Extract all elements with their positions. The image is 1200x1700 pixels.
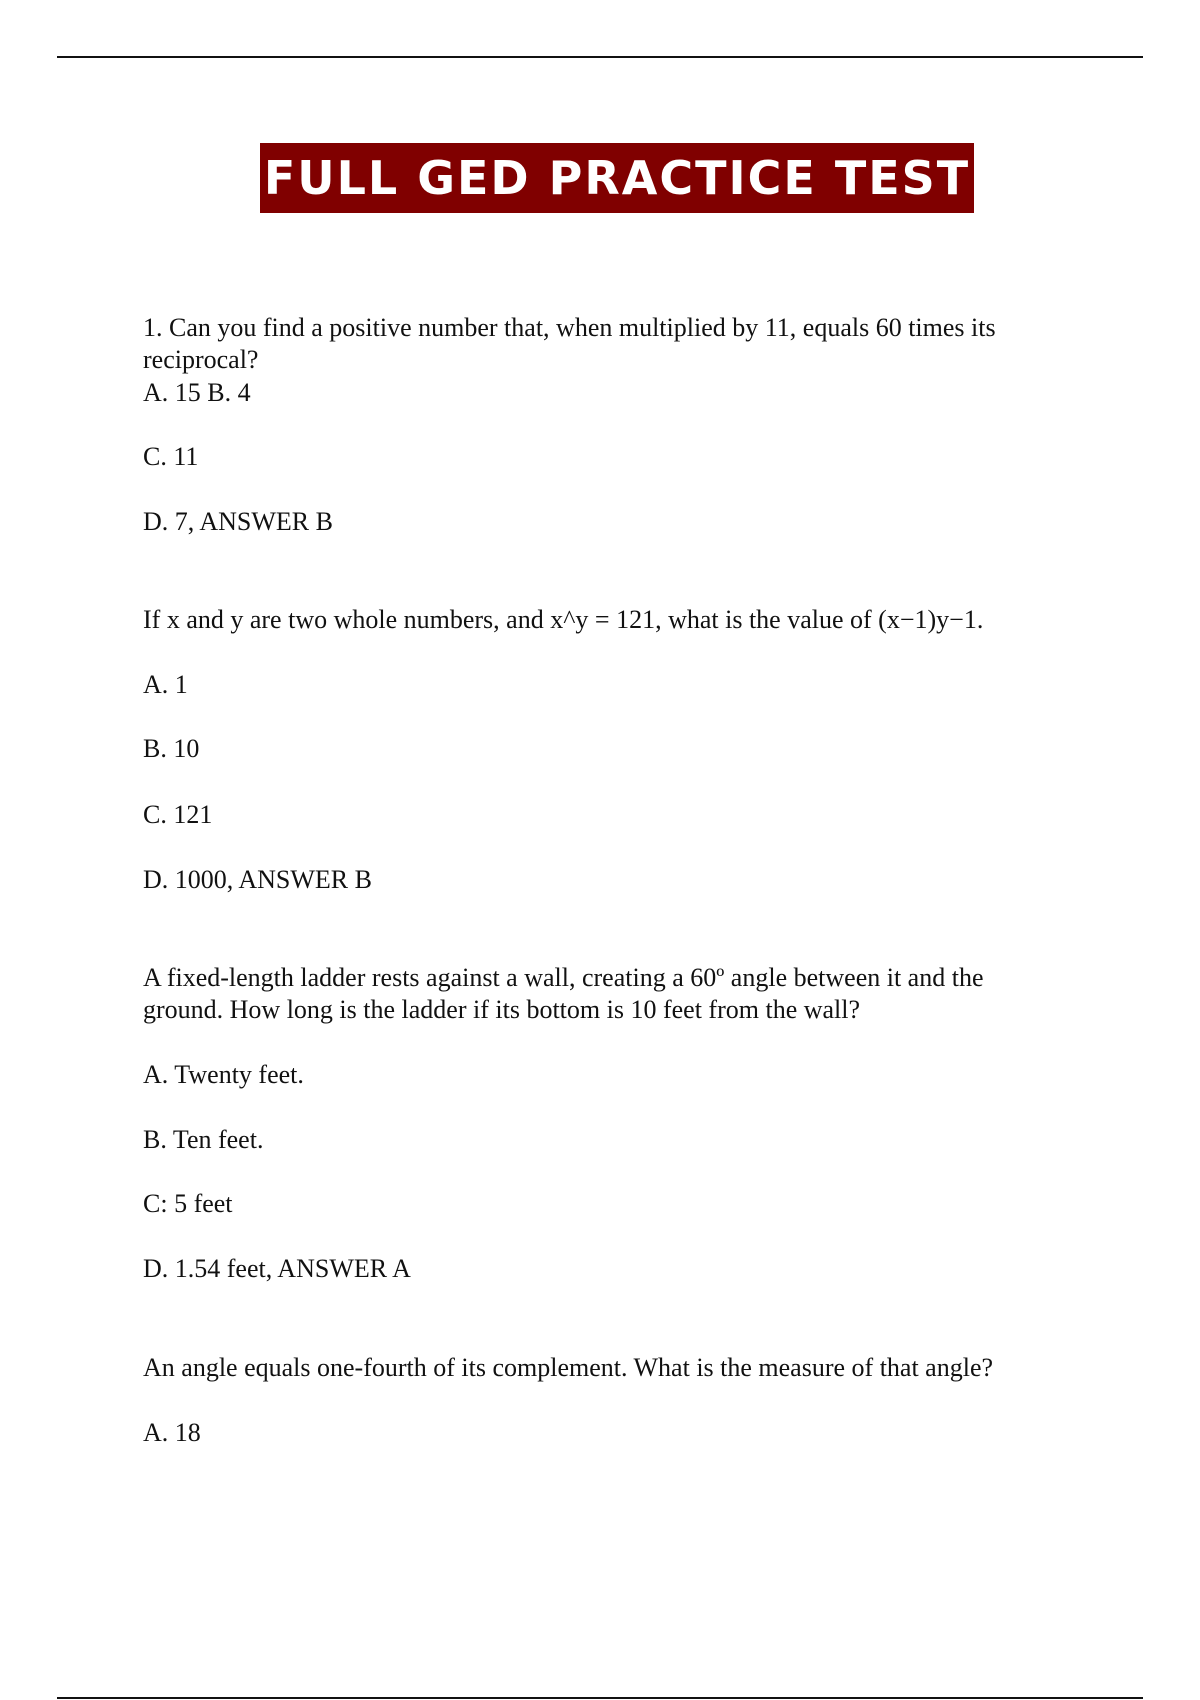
question-4-option-a: A. 18	[143, 1418, 201, 1447]
question-4-stem-line-1: An angle equals one-fourth of its complement. What is the measure of that angle?	[143, 1353, 994, 1382]
question-3-option-c: C: 5 feet	[143, 1189, 233, 1218]
question-2-option-a: A. 1	[143, 670, 188, 699]
question-1-stem-line-2: reciprocal?	[143, 345, 259, 374]
question-2-stem-line-1: If x and y are two whole numbers, and x^y = 121, what is the value of (x−1)y−1.	[143, 605, 984, 634]
question-1-stem-line-1: 1. Can you find a positive number that, when multiplied by 11, equals 60 times its	[143, 313, 996, 342]
question-3-option-d: D. 1.54 feet, ANSWER A	[143, 1254, 411, 1283]
question-1-option-c: C. 11	[143, 442, 199, 471]
question-3-option-a: A. Twenty feet.	[143, 1060, 304, 1089]
top-rule	[57, 56, 1143, 58]
question-3-option-b: B. Ten feet.	[143, 1125, 264, 1154]
page-title: FULL GED PRACTICE TEST	[263, 151, 971, 205]
bottom-rule	[57, 1697, 1143, 1699]
question-2-option-d: D. 1000, ANSWER B	[143, 865, 372, 894]
question-2-option-b: B. 10	[143, 734, 200, 763]
question-3-stem-line-1: A fixed-length ladder rests against a wall, creating a 60º angle between it and the	[143, 963, 984, 992]
question-3-stem-line-2: ground. How long is the ladder if its bottom is 10 feet from the wall?	[143, 995, 861, 1024]
question-2-option-c: C. 121	[143, 800, 213, 829]
title-banner	[260, 143, 974, 213]
question-1-option-a-b: A. 15 B. 4	[143, 378, 251, 407]
question-1-option-d: D. 7, ANSWER B	[143, 507, 333, 536]
